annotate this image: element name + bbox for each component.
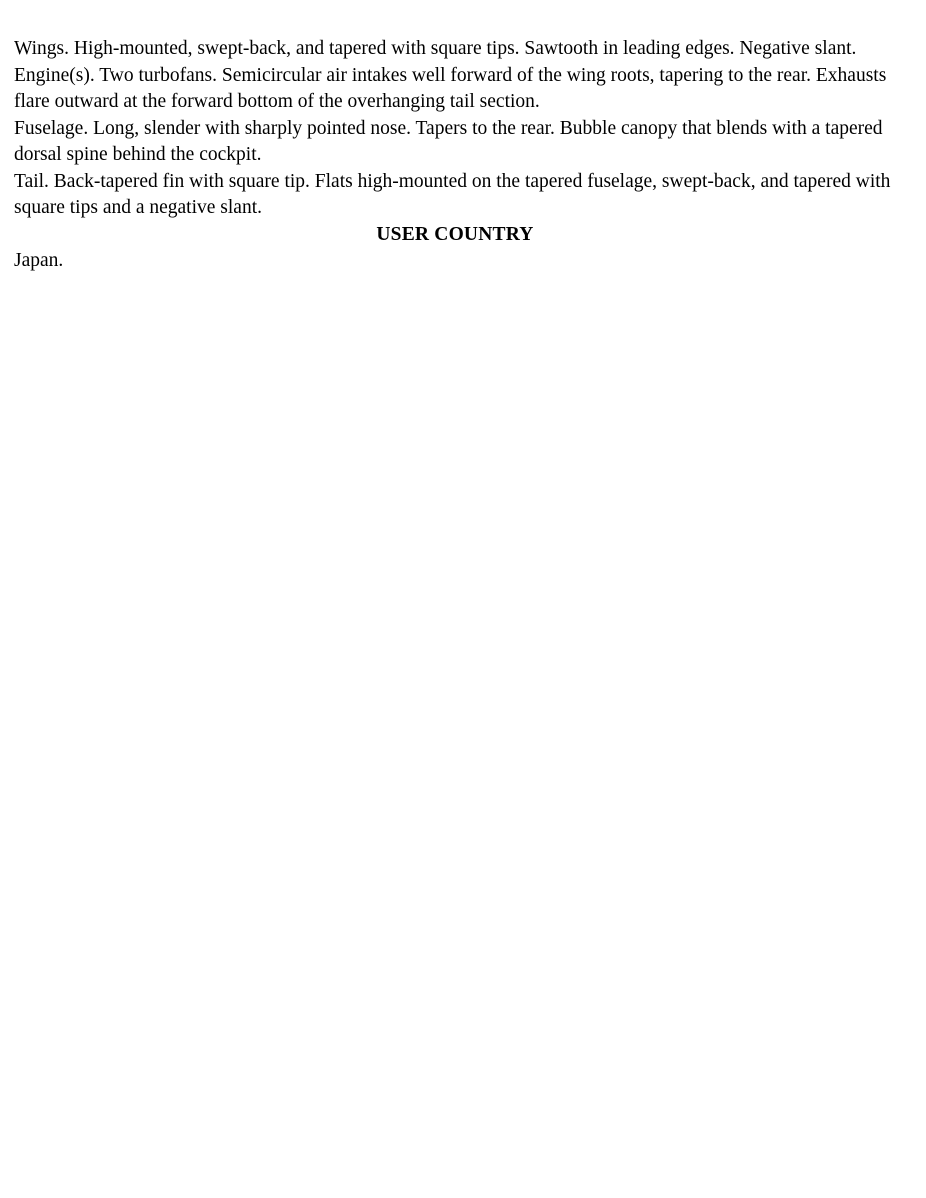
paragraph-engines-text: ngine(s). Two turbofans. Semicircular air intakes well forward of the wing roots, tapering to the rear. Exhausts flare outward at the forward bottom of the overhanging tail section. [14,64,887,112]
paragraph-tail [14,169,896,222]
paragraph-fuselage [14,116,896,169]
paragraph-engines-lead: E [14,64,26,86]
paragraph-wings [14,36,896,63]
paragraph-fuselage-text: uselage. Long, slender with sharply pointed nose. Tapers to the rear. Bubble canopy that blends with a tapered dorsal spine behind the cockpit. [14,117,883,165]
document-body [14,36,896,275]
paragraph-wings-text: ings. High-mounted, swept-back, and tapered with square tips. Sawtooth in leading edges. Negative slant. [31,38,857,59]
paragraph-tail-text: ail. Back-tapered fin with square tip. Flats high-mounted on the tapered fuselage, swept-back, and tapered with square tips and a negative slant. [14,170,891,218]
paragraph-tail-lead: T [14,170,25,192]
paragraph-fuselage-lead: F [14,117,25,139]
country-value: Japan. [14,250,64,271]
paragraph-wings-lead: W [14,38,32,59]
paragraph-engines [14,63,896,116]
section-heading-user-country: USER COUNTRY [376,223,534,245]
